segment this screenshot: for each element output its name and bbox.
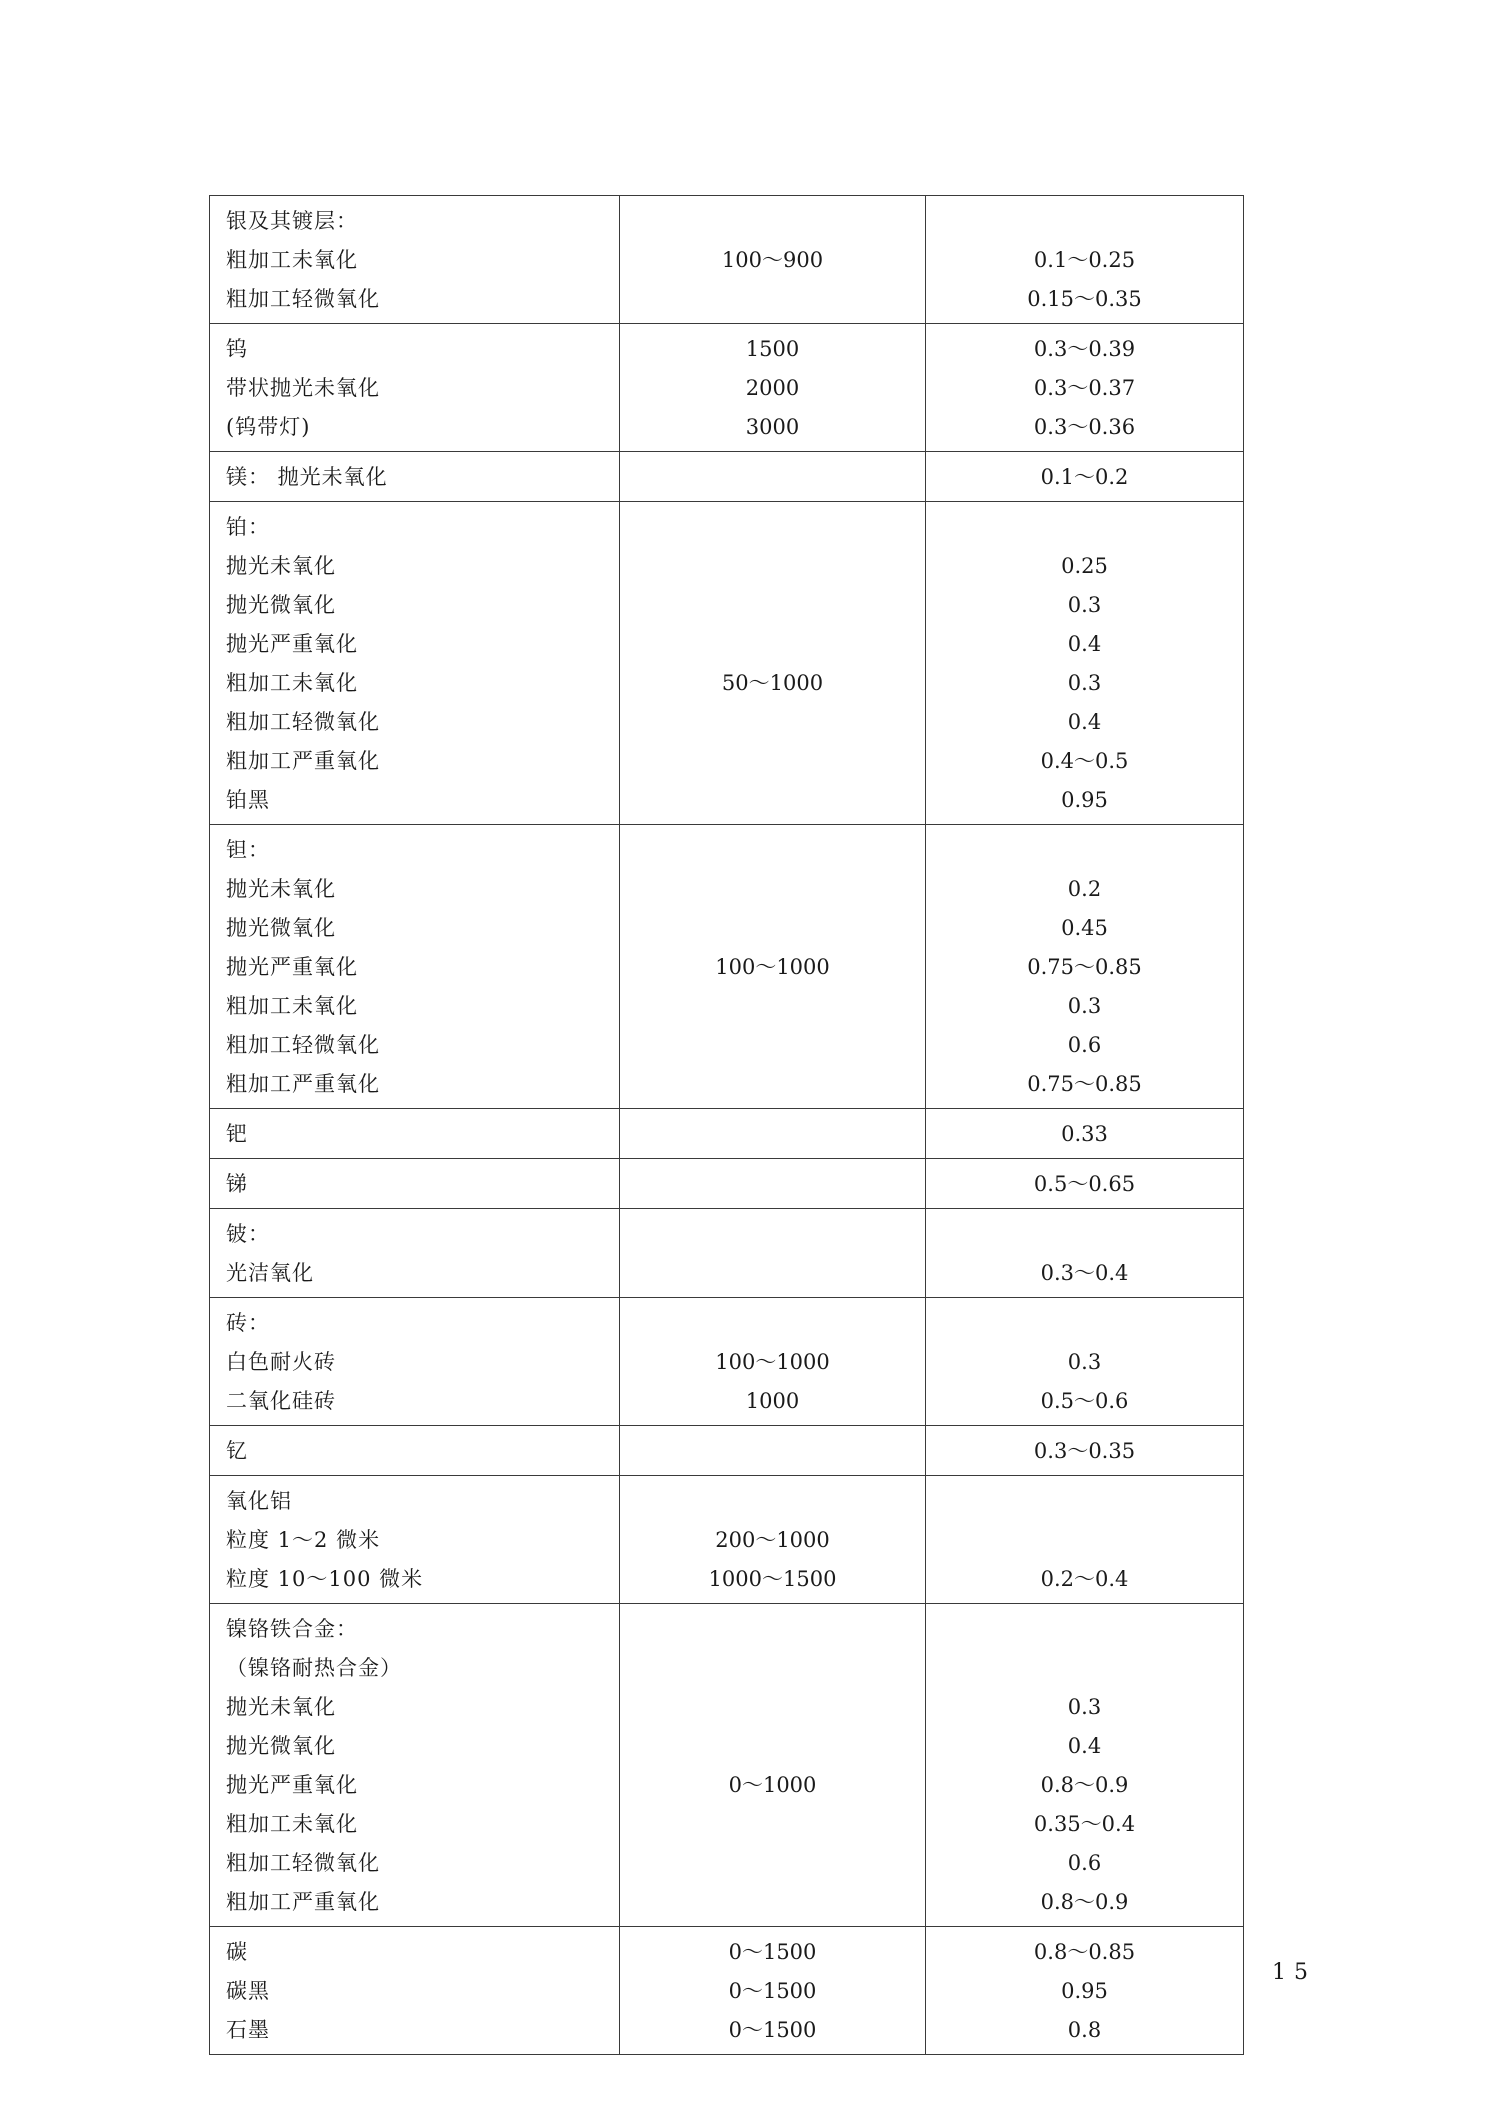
temperature-value — [620, 1304, 925, 1343]
emissivity-value: 0.15～0.35 — [1027, 287, 1142, 311]
emissivity-value: 0.3 — [1067, 994, 1102, 1018]
material-line: 粗加工轻微氧化 — [226, 1033, 380, 1057]
temperature-cell — [620, 502, 926, 825]
temperature-value — [620, 1432, 925, 1471]
temperature-value: 100～1000 — [715, 1350, 830, 1374]
emissivity-value — [926, 202, 1243, 241]
temperature-value — [620, 987, 925, 1026]
material-line: 粗加工未氧化 — [226, 1812, 358, 1836]
emissivity-value: 0.8 — [1067, 2018, 1102, 2042]
table-row — [210, 825, 1244, 1109]
material-line: 铂： — [226, 515, 270, 539]
emissivity-value: 0.75～0.85 — [1027, 1072, 1142, 1096]
material-cell — [210, 1426, 620, 1476]
material-line: 钨 — [226, 337, 248, 361]
material-line: 抛光未氧化 — [226, 877, 336, 901]
temperature-value: 100～1000 — [715, 955, 830, 979]
material-line: 粗加工轻微氧化 — [226, 1851, 380, 1875]
material-line: 粗加工轻微氧化 — [226, 710, 380, 734]
table-body — [210, 196, 1244, 2055]
emissivity-cell — [926, 1159, 1244, 1209]
emissivity-cell — [926, 452, 1244, 502]
temperature-value: 1000 — [745, 1389, 800, 1413]
material-line: 抛光微氧化 — [226, 916, 336, 940]
temperature-value — [620, 202, 925, 241]
material-line: 砖： — [226, 1311, 270, 1335]
page-number: 15 — [1272, 1960, 1316, 1985]
material-line: 抛光未氧化 — [226, 554, 336, 578]
emissivity-value: 0.75～0.85 — [1027, 955, 1142, 979]
emissivity-value: 0.3 — [1067, 1695, 1102, 1719]
table-row — [210, 1209, 1244, 1298]
material-line: (钨带灯) — [226, 415, 311, 439]
material-cell — [210, 825, 620, 1109]
emissivity-value: 0.6 — [1067, 1851, 1102, 1875]
temperature-value: 0～1000 — [728, 1773, 817, 1797]
emissivity-value: 0.3 — [1067, 593, 1102, 617]
temperature-value: 1000～1500 — [708, 1567, 837, 1591]
material-cell — [210, 1109, 620, 1159]
table-row — [210, 1159, 1244, 1209]
emissivity-value: 0.1～0.25 — [1033, 248, 1136, 272]
material-line: 抛光未氧化 — [226, 1695, 336, 1719]
emissivity-value — [926, 1521, 1243, 1560]
emissivity-value: 0.3 — [1067, 1350, 1102, 1374]
temperature-value — [620, 742, 925, 781]
temperature-value — [620, 1026, 925, 1065]
material-line: 粗加工严重氧化 — [226, 1072, 380, 1096]
emissivity-value: 0.35～0.4 — [1033, 1812, 1136, 1836]
material-cell — [210, 1209, 620, 1298]
temperature-value — [620, 1688, 925, 1727]
material-line: 铂黑 — [226, 788, 270, 812]
temperature-value: 100～900 — [721, 248, 824, 272]
temperature-value — [620, 1065, 925, 1104]
emissivity-value: 0.4 — [1067, 710, 1102, 734]
emissivity-value — [926, 1215, 1243, 1254]
temperature-cell — [620, 1426, 926, 1476]
emissivity-value: 0.3～0.36 — [1033, 415, 1136, 439]
material-line: 铍： — [226, 1222, 270, 1246]
material-line: 抛光微氧化 — [226, 593, 336, 617]
table-row — [210, 452, 1244, 502]
temperature-value — [620, 1727, 925, 1766]
emissivity-value: 0.95 — [1061, 1979, 1108, 2003]
emissivity-value: 0.25 — [1061, 554, 1108, 578]
emissivity-cell — [926, 1426, 1244, 1476]
temperature-cell — [620, 1159, 926, 1209]
table-row — [210, 1927, 1244, 2055]
material-cell — [210, 502, 620, 825]
emissivity-table — [209, 195, 1244, 2055]
material-line: 银及其镀层： — [226, 209, 358, 233]
temperature-value — [620, 1844, 925, 1883]
temperature-value — [620, 1482, 925, 1521]
emissivity-cell — [926, 1604, 1244, 1927]
temperature-value — [620, 703, 925, 742]
emissivity-value: 0.33 — [1061, 1122, 1108, 1146]
table-row — [210, 1604, 1244, 1927]
emissivity-value — [926, 1304, 1243, 1343]
table-row — [210, 324, 1244, 452]
table-row — [210, 502, 1244, 825]
temperature-value: 0～1500 — [728, 1940, 817, 1964]
temperature-value — [620, 280, 925, 319]
table-row — [210, 1109, 1244, 1159]
material-line: 粗加工轻微氧化 — [226, 287, 380, 311]
temperature-cell — [620, 1476, 926, 1604]
emissivity-cell — [926, 502, 1244, 825]
material-line: 氧化铝 — [226, 1489, 292, 1513]
emissivity-value: 0.4～0.5 — [1040, 749, 1129, 773]
emissivity-value: 0.5～0.65 — [1033, 1172, 1136, 1196]
emissivity-value: 0.3～0.39 — [1033, 337, 1136, 361]
material-line: （镍铬耐热合金） — [226, 1656, 402, 1680]
emissivity-value: 0.1～0.2 — [1040, 465, 1129, 489]
material-line: 抛光严重氧化 — [226, 955, 358, 979]
material-cell — [210, 1604, 620, 1927]
emissivity-cell — [926, 825, 1244, 1109]
emissivity-value: 0.95 — [1061, 788, 1108, 812]
emissivity-value: 0.8～0.9 — [1040, 1890, 1129, 1914]
temperature-value — [620, 781, 925, 820]
emissivity-value — [926, 1482, 1243, 1521]
material-line: 粗加工严重氧化 — [226, 749, 380, 773]
material-line: 钯 — [226, 1122, 248, 1146]
temperature-value: 3000 — [745, 415, 800, 439]
material-line: 粒度 1～2 微米 — [226, 1528, 381, 1552]
emissivity-value: 0.2 — [1067, 877, 1102, 901]
material-line: 粗加工未氧化 — [226, 248, 358, 272]
temperature-value — [620, 625, 925, 664]
emissivity-value: 0.45 — [1061, 916, 1108, 940]
emissivity-value: 0.3～0.4 — [1040, 1261, 1129, 1285]
temperature-value — [620, 1115, 925, 1154]
table-row — [210, 1426, 1244, 1476]
emissivity-cell — [926, 1298, 1244, 1426]
material-line: 钽： — [226, 838, 270, 862]
temperature-cell — [620, 1298, 926, 1426]
temperature-value — [620, 870, 925, 909]
temperature-value — [620, 547, 925, 586]
temperature-value — [620, 1649, 925, 1688]
emissivity-cell — [926, 1109, 1244, 1159]
temperature-value: 2000 — [745, 376, 800, 400]
temperature-value: 50～1000 — [721, 671, 824, 695]
temperature-cell — [620, 1209, 926, 1298]
material-line: 抛光微氧化 — [226, 1734, 336, 1758]
emissivity-cell — [926, 1927, 1244, 2055]
temperature-value: 200～1000 — [715, 1528, 830, 1552]
temperature-value — [620, 508, 925, 547]
emissivity-value: 0.8～0.9 — [1040, 1773, 1129, 1797]
material-line: 锑 — [226, 1172, 248, 1196]
temperature-value: 0～1500 — [728, 2018, 817, 2042]
emissivity-value: 0.3～0.37 — [1033, 376, 1136, 400]
emissivity-cell — [926, 196, 1244, 324]
material-line: 钇 — [226, 1439, 248, 1463]
temperature-value: 1500 — [745, 337, 800, 361]
material-line: 石墨 — [226, 2018, 270, 2042]
temperature-value — [620, 831, 925, 870]
material-line: 碳 — [226, 1940, 248, 1964]
temperature-value: 0～1500 — [728, 1979, 817, 2003]
emissivity-cell — [926, 1476, 1244, 1604]
material-line: 粗加工未氧化 — [226, 994, 358, 1018]
material-line: 带状抛光未氧化 — [226, 376, 380, 400]
emissivity-value: 0.8～0.85 — [1033, 1940, 1136, 1964]
emissivity-value: 0.4 — [1067, 1734, 1102, 1758]
material-line: 碳黑 — [226, 1979, 270, 2003]
material-line: 二氧化硅砖 — [226, 1389, 336, 1413]
emissivity-value — [926, 831, 1243, 870]
emissivity-value: 0.6 — [1067, 1033, 1102, 1057]
emissivity-value: 0.4 — [1067, 632, 1102, 656]
material-cell — [210, 1927, 620, 2055]
material-line: 粒度 10～100 微米 — [226, 1567, 424, 1591]
temperature-value — [620, 1805, 925, 1844]
temperature-cell — [620, 1109, 926, 1159]
material-cell — [210, 1298, 620, 1426]
material-line: 粗加工严重氧化 — [226, 1890, 380, 1914]
emissivity-value: 0.2～0.4 — [1040, 1567, 1129, 1591]
temperature-value — [620, 458, 925, 497]
temperature-value — [620, 586, 925, 625]
temperature-cell — [620, 1604, 926, 1927]
emissivity-value — [926, 508, 1243, 547]
material-line: 粗加工未氧化 — [226, 671, 358, 695]
temperature-value — [620, 1610, 925, 1649]
emissivity-value: 0.3～0.35 — [1033, 1439, 1136, 1463]
material-line: 镍铬铁合金： — [226, 1617, 358, 1641]
material-line: 白色耐火砖 — [226, 1350, 336, 1374]
emissivity-value — [926, 1649, 1243, 1688]
temperature-cell — [620, 825, 926, 1109]
material-line: 抛光严重氧化 — [226, 1773, 358, 1797]
material-cell — [210, 452, 620, 502]
material-line: 光洁氧化 — [226, 1261, 314, 1285]
table-row — [210, 196, 1244, 324]
emissivity-value: 0.5～0.6 — [1040, 1389, 1129, 1413]
emissivity-cell — [926, 324, 1244, 452]
material-cell — [210, 324, 620, 452]
table-row — [210, 1298, 1244, 1426]
temperature-cell — [620, 196, 926, 324]
table-row — [210, 1476, 1244, 1604]
temperature-value — [620, 1215, 925, 1254]
temperature-value — [620, 1254, 925, 1293]
temperature-value — [620, 909, 925, 948]
temperature-cell — [620, 452, 926, 502]
temperature-value — [620, 1883, 925, 1922]
temperature-cell — [620, 1927, 926, 2055]
emissivity-value: 0.3 — [1067, 671, 1102, 695]
temperature-cell — [620, 324, 926, 452]
emissivity-value — [926, 1610, 1243, 1649]
material-cell — [210, 196, 620, 324]
emissivity-cell — [926, 1209, 1244, 1298]
material-line: 镁： 抛光未氧化 — [226, 465, 388, 489]
temperature-value — [620, 1165, 925, 1204]
material-cell — [210, 1476, 620, 1604]
material-cell — [210, 1159, 620, 1209]
material-line: 抛光严重氧化 — [226, 632, 358, 656]
